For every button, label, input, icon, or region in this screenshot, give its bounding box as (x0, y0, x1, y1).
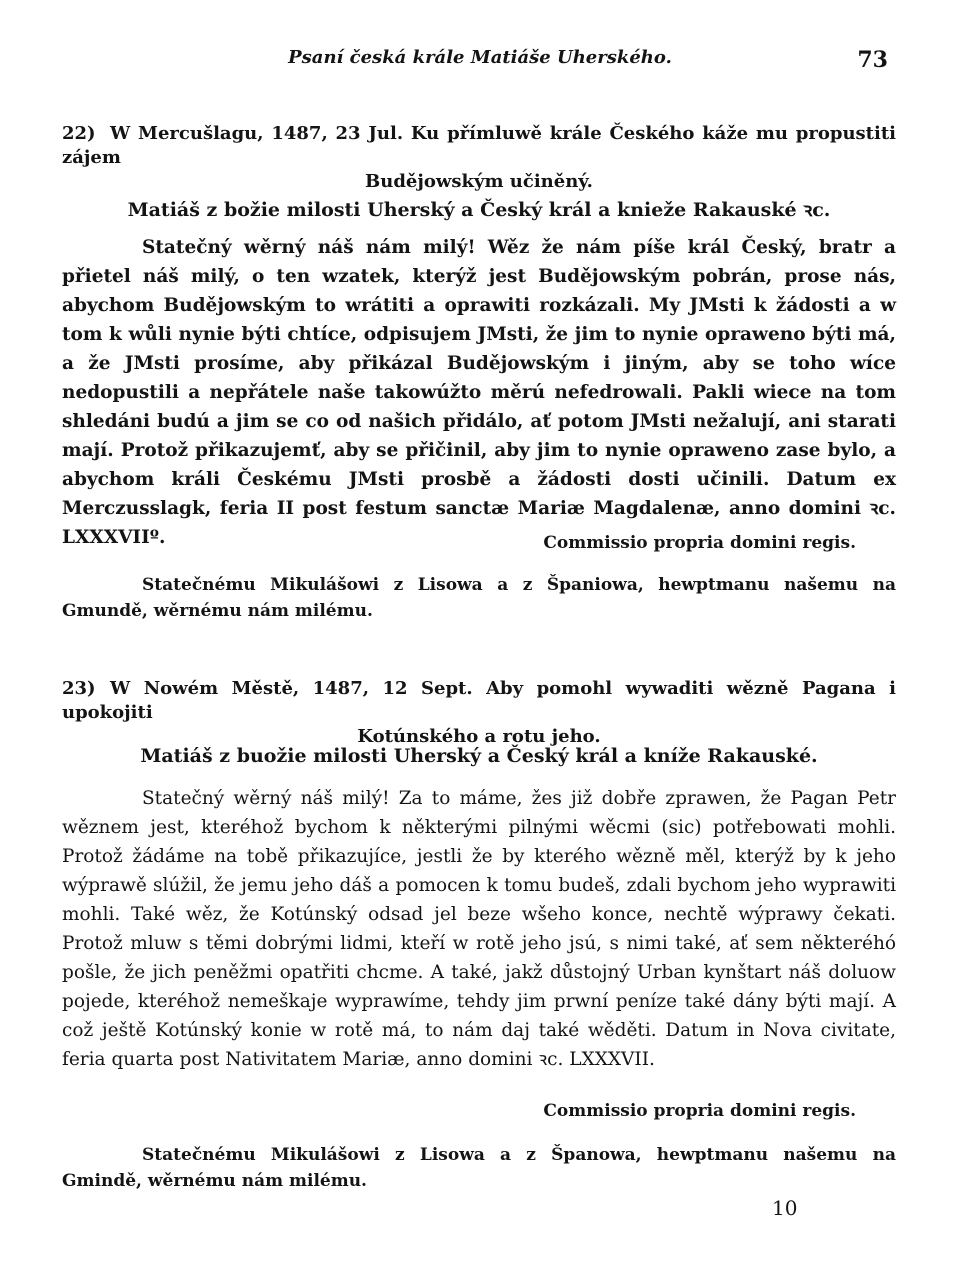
letter-22-body-block (62, 233, 896, 552)
letter-22-commissio-block (62, 530, 896, 556)
letter-heading-line1: W Nowém Městě, 1487, 12 Sept. Aby pomohl wywaditi wězně Pagana i upokojiti (62, 678, 896, 723)
letter-body: Statečný wěrný náš milý! Za to máme, žes již dobře zprawen, že Pagan Petr wěznem jest, kteréhož bychom k některými pilnými wěcmi (sic) potřebowati mohli. Protož žádáme na tobě přikazujíce, jestli že by kterého wězně měl, kterýž by k jeho wýprawě slúžil, že jemu jeho dáš a pomocen k tomu budeš, zdali bychom jeho wyprawiti mohli. Také wěz, že Kotúnský odsad jel beze wšeho konce, nechtě wýprawy čekati. Protož mluw s těmi dobrými lidmi, kteří w rotě jeho jsú, s nimi také, ať sem některéhó pošle, že jich peněžmi opatřiti chcme. A také, jakž důstojný Urban kynštart náš doluow pojede, kteréhož nemeškaje wyprawíme, tehdy jim prwní peníze také dány býti mají. A což ještě Kotúnský konie w rotě má, to nám daj také wěděti. Datum in Nova civitate, feria quarta post Nativitatem Mariæ, anno domini ꝛc. LXXXVII. (62, 788, 896, 1070)
letter-heading-line2: Budějowským učiněný. (365, 171, 593, 192)
letter-heading (62, 122, 896, 194)
letter-22-salutation-block (62, 196, 896, 224)
letter-salutation: Matiáš z božie milosti Uherský a Český král a knieže Rakauské ꝛc. (127, 199, 831, 221)
letter-body: Statečný wěrný náš nám milý! Wěz že nám píše král Český, bratr a přietel náš milý, o ten wzatek, kterýž jest Budějowským pobrán, prose nás, abychom Budějowským to wrátiti a oprawiti rozkázali. My JMsti k žádosti a w tom k wůli nynie býti chtíce, odpisujem JMsti, že jim to nynie opraweno býti má, a že JMsti prosíme, aby přikázal Budějowským i jiným, aby se toho wíce nedopustili a nepřátele naše takowúžto měrú nefedrowali. Pakli wiece na tom shledáni budú a jim se co od našich přidálo, ať potom JMsti nežalují, ani starati mají. Protož přikazujemť, aby se přičinil, aby jim to nynie opraweno zase bylo, a abychom králi Českému JMsti prosbě a žádosti dosti učinili. Datum ex Merczusslagk, feria II post festum sanctæ Mariæ Magdalenæ, anno domini ꝛc. LXXXVIIº. (62, 237, 896, 548)
printer-signature-mark: 10 (772, 1196, 798, 1220)
letter-heading-line2: Kotúnského a rotu jeho. (357, 726, 601, 747)
letter-23 (62, 677, 896, 749)
letter-heading-line1: W Mercušlagu, 1487, 23 Jul. Ku přímluwě krále Českého káže mu propustiti zájem (62, 123, 896, 168)
page-number: 73 (857, 47, 888, 73)
letter-address: Statečnému Mikulášowi z Lisowa a z Španiowa, hewptmanu našemu na Gmundě, wěrnému nám milému. (62, 575, 896, 621)
letter-commissio: Commissio propria domini regis. (543, 1101, 856, 1121)
letter-23-address-block (62, 1142, 896, 1194)
letter-commissio: Commissio propria domini regis. (543, 533, 856, 553)
letter-number: 23) (62, 678, 96, 699)
letter-23-salutation-block (62, 742, 896, 770)
letter-23-commissio-block (62, 1098, 896, 1124)
running-header-title: Psaní česká krále Matiáše Uherského. (288, 47, 672, 68)
letter-23-body-block (62, 784, 896, 1074)
letter-22 (62, 122, 896, 194)
letter-heading (62, 677, 896, 749)
letter-22-address-block (62, 572, 896, 624)
letter-salutation: Matiáš z buožie milosti Uherský a Český král a kníže Rakauské. (140, 745, 818, 767)
letter-number: 22) (62, 123, 96, 144)
letter-address: Statečnému Mikulášowi z Lisowa a z Španowa, hewptmanu našemu na Gmindě, wěrnému nám milému. (62, 1145, 896, 1191)
